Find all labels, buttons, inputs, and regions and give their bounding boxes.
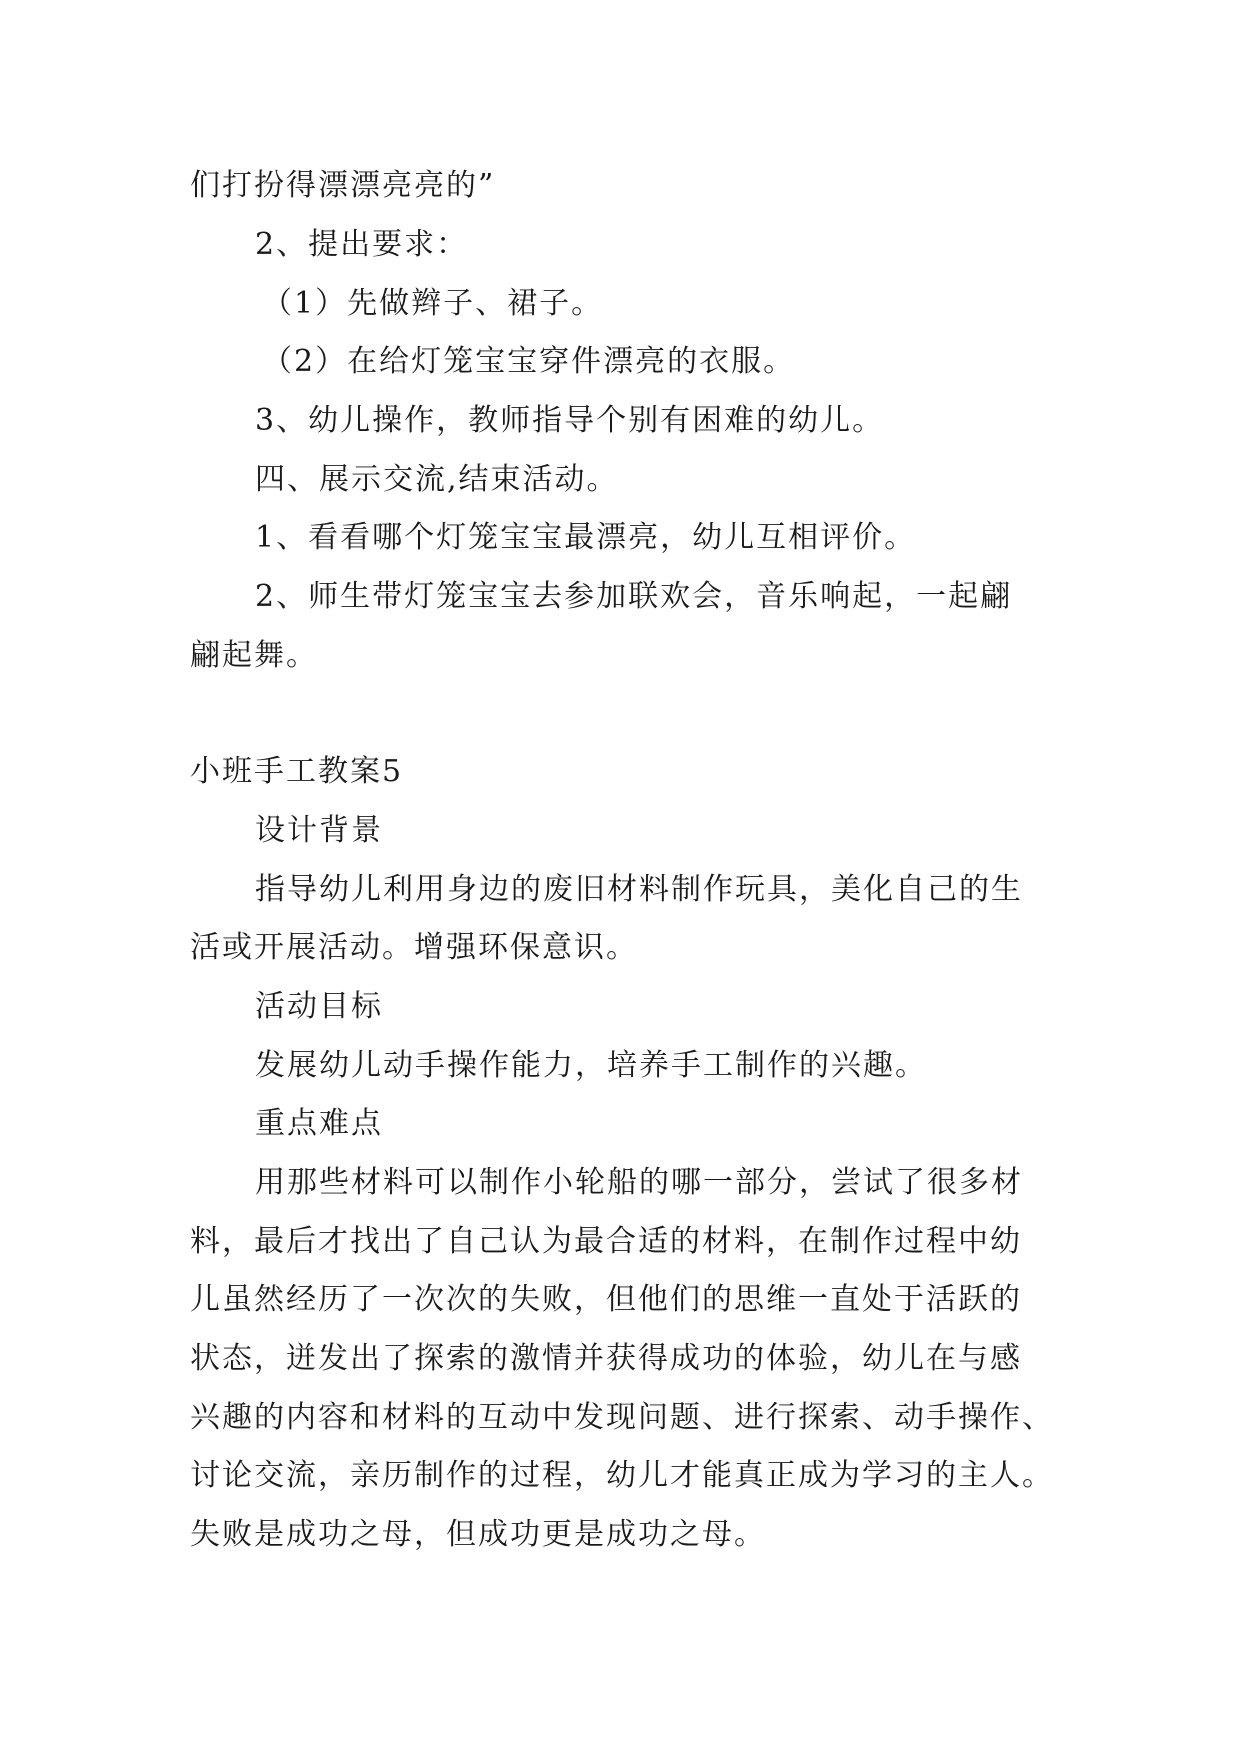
text-line: 兴趣的内容和材料的互动中发现问题、进行探索、动手操作、 — [190, 1400, 1054, 1435]
text-line: 3、幼儿操作，教师指导个别有困难的幼儿。 — [255, 403, 885, 438]
section-heading: 重点难点 — [255, 1106, 383, 1141]
text-line: 活或开展活动。增强环保意识。 — [190, 930, 638, 965]
text-line: 状态，迸发出了探索的激情并获得成功的体验，幼儿在与感 — [190, 1341, 1022, 1376]
text-line: 料，最后才找出了自己认为最合适的材料，在制作过程中幼 — [190, 1224, 1022, 1259]
section-heading: 设计背景 — [255, 813, 383, 848]
text-line: 儿虽然经历了一次次的失败，但他们的思维一直处于活跃的 — [190, 1282, 1022, 1317]
section-heading: 活动目标 — [255, 989, 383, 1024]
text-line: （2）在给灯笼宝宝穿件漂亮的衣服。 — [262, 344, 796, 379]
text-line: 四、展示交流,结束活动。 — [255, 462, 619, 497]
text-line: 指导幼儿利用身边的废旧材料制作玩具，美化自己的生 — [255, 872, 1023, 907]
text-line: （1）先做辫子、裙子。 — [262, 286, 604, 321]
text-line: 2、师生带灯笼宝宝去参加联欢会，音乐响起，一起翩 — [255, 579, 1013, 614]
section-title: 小班手工教案5 — [190, 754, 404, 789]
text-line: 发展幼儿动手操作能力，培养手工制作的兴趣。 — [255, 1048, 927, 1083]
text-line: 2、提出要求： — [255, 227, 469, 262]
text-line: 用那些材料可以制作小轮船的哪一部分，尝试了很多材 — [255, 1165, 1023, 1200]
text-line: 讨论交流，亲历制作的过程，幼儿才能真正成为学习的主人。 — [190, 1458, 1054, 1493]
text-line: 们打扮得漂漂亮亮的” — [190, 168, 496, 203]
text-line: 1、看看哪个灯笼宝宝最漂亮，幼儿互相评价。 — [255, 520, 917, 555]
text-line: 失败是成功之母，但成功更是成功之母。 — [190, 1517, 766, 1552]
text-line: 翩起舞。 — [190, 638, 318, 673]
